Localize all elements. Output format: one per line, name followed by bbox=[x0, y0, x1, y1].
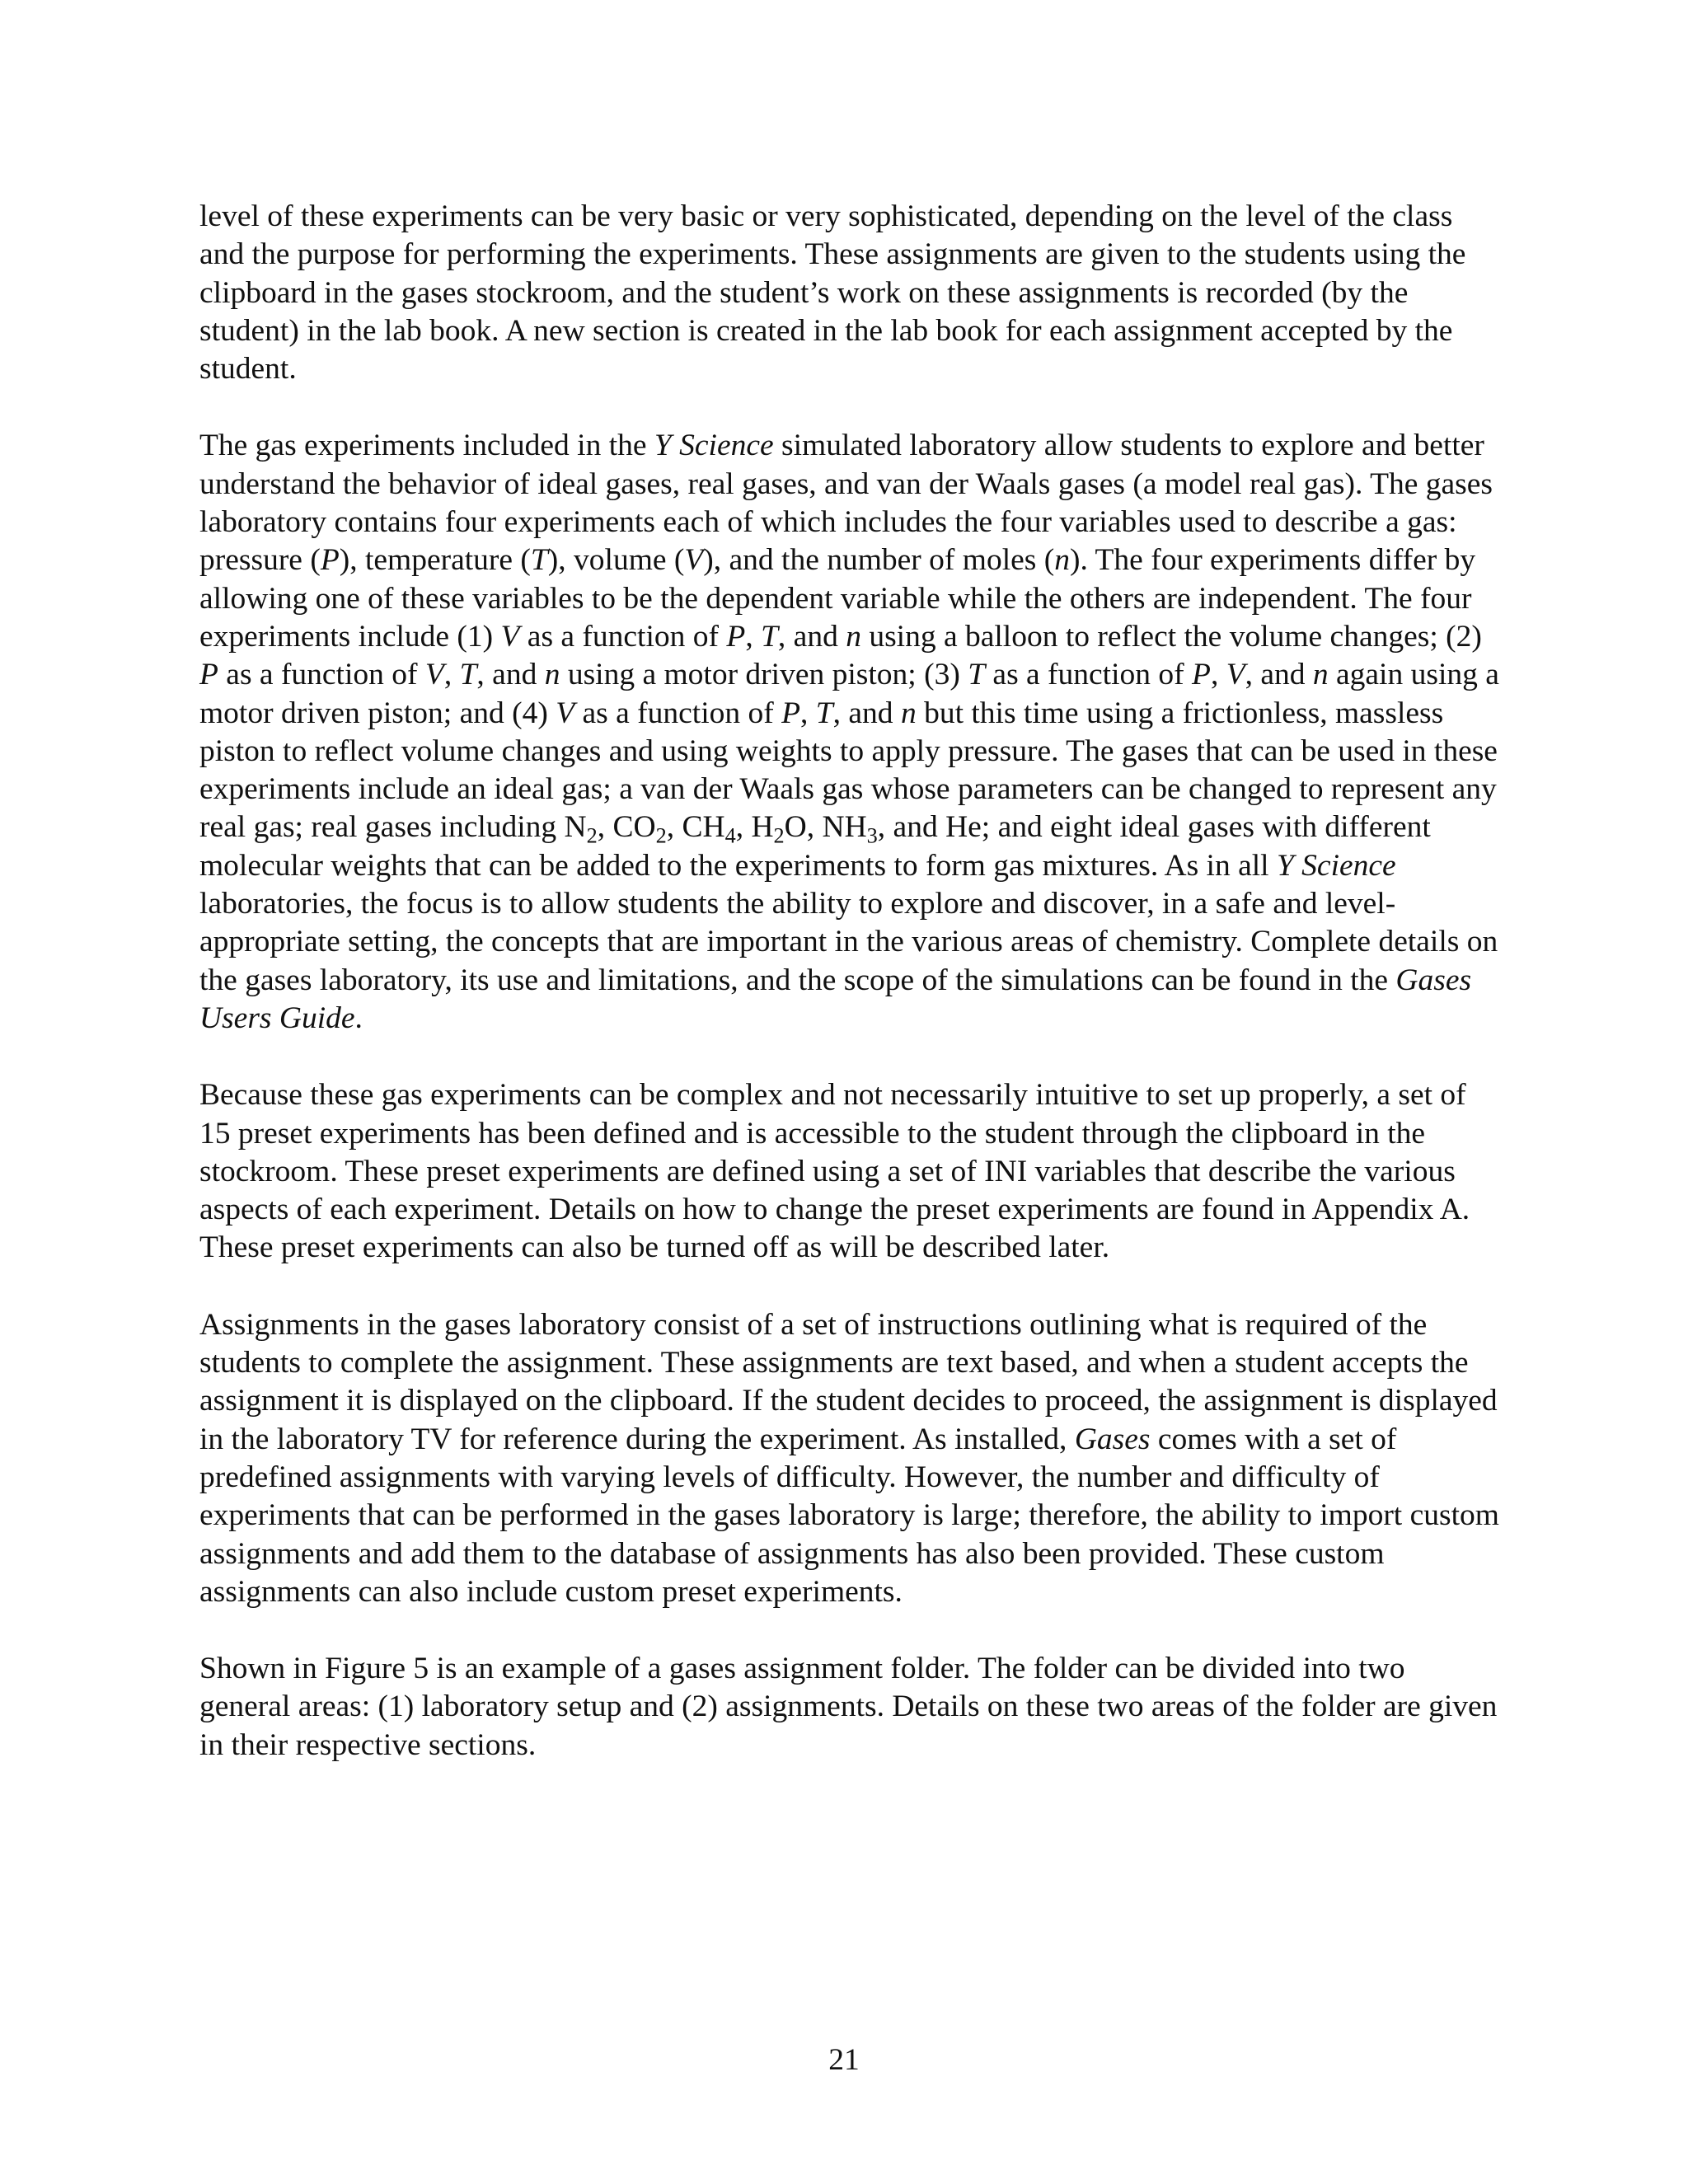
text-run: , bbox=[443, 658, 460, 692]
text-run: Shown in Figure 5 is an example of a gases assignment folder. The folder can be divided into two general areas: (1) laboratory setup and (2) assignments. Details on these two areas of the folder are given in their respective sections. bbox=[199, 1652, 1498, 1762]
italic-text: P bbox=[320, 543, 340, 578]
italic-text: n bbox=[1054, 543, 1070, 578]
text-run: as a function of bbox=[985, 658, 1193, 692]
text-run: , CO bbox=[597, 810, 656, 845]
italic-text: T bbox=[968, 658, 986, 692]
text-run: simulated laboratory allow students to explore and better understand the behavior of ideal gases, real gases, and van der Waals gases (a model real gas). The gases laboratory contains four experiments each of which includes the four variables used to describe a gas: pressure ( bbox=[199, 429, 1493, 578]
italic-text: P bbox=[199, 658, 218, 692]
text-run: using a balloon to reflect the volume changes; (2) bbox=[860, 619, 1482, 654]
subscript: 2 bbox=[655, 823, 667, 848]
italic-text: T bbox=[459, 658, 477, 692]
subscript: 3 bbox=[866, 823, 878, 848]
italic-text: V bbox=[1226, 658, 1245, 692]
paragraph-5 bbox=[199, 1650, 1502, 1765]
text-run: ). The four experiments differ by allowing one of these variables to be the dependent variable while the others are independent. The four experiments include (1) bbox=[199, 543, 1476, 654]
italic-text: V bbox=[424, 658, 444, 692]
text-run: as a function of bbox=[218, 658, 425, 692]
text-run: , bbox=[1210, 658, 1226, 692]
text-run: , and bbox=[476, 658, 545, 692]
subscript: 2 bbox=[773, 823, 785, 848]
text-run: , bbox=[745, 619, 762, 654]
text-run: , and bbox=[832, 696, 901, 730]
italic-text: T bbox=[761, 619, 778, 654]
italic-text: T bbox=[530, 543, 548, 578]
italic-text: Gases Users Guide bbox=[199, 963, 1472, 1035]
text-run: , and He; and eight ideal gases with different molecular weights that can be added to the experiments to form gas mixtures. As in all bbox=[199, 810, 1431, 883]
italic-text: T bbox=[815, 696, 833, 730]
italic-text: V bbox=[684, 543, 704, 578]
italic-text: P bbox=[726, 619, 746, 654]
text-run: , CH bbox=[666, 810, 725, 845]
paragraph-3 bbox=[199, 1076, 1502, 1267]
paragraph-4 bbox=[199, 1306, 1502, 1611]
text-run: laboratories, the focus is to allow students the ability to explore and discover, in a safe and level-appropriate setting, the concepts that are important in the various areas of chemistry. Complete details on the gases laboratory, its use and limitations, and the scope of the simulations can be found in the bbox=[199, 887, 1498, 997]
italic-text: Gases bbox=[1074, 1422, 1151, 1456]
text-run: ), volume ( bbox=[547, 543, 685, 578]
text-run: again using a motor driven piston; and (4) bbox=[199, 658, 1499, 730]
text-run: but this time using a frictionless, massless piston to reflect volume changes and using weights to apply pressure. The gases that can be used in these experiments include an ideal gas; a van der Waals gas whose parameters can be changed to represent any real gas; real gases including N bbox=[199, 696, 1498, 845]
italic-text: n bbox=[544, 658, 560, 692]
text-run: The gas experiments included in the bbox=[199, 429, 654, 463]
text-run: as a function of bbox=[574, 696, 782, 730]
italic-text: n bbox=[900, 696, 917, 730]
italic-text: n bbox=[1312, 658, 1329, 692]
text-run: , and bbox=[1245, 658, 1313, 692]
subscript: 2 bbox=[586, 823, 598, 848]
italic-text: V bbox=[500, 619, 520, 654]
paragraph-2 bbox=[199, 427, 1502, 1038]
italic-text: P bbox=[1192, 658, 1211, 692]
text-run: ), temperature ( bbox=[339, 543, 531, 578]
page-body bbox=[199, 198, 1502, 1803]
italic-text: Y Science bbox=[654, 429, 774, 463]
italic-text: n bbox=[846, 619, 861, 654]
italic-text: P bbox=[781, 696, 801, 730]
text-run: , and bbox=[777, 619, 846, 654]
subscript: 4 bbox=[724, 823, 736, 848]
italic-text: Y Science bbox=[1276, 848, 1396, 883]
text-run: . bbox=[354, 1001, 363, 1035]
italic-text: V bbox=[556, 696, 575, 730]
page-number: 21 bbox=[828, 2043, 860, 2077]
text-run: Assignments in the gases laboratory consist of a set of instructions outlining what is required of the students to complete the assignment. These assignments are text based, and when a student accepts the assignment it is displayed on the clipboard. If the student decides to proceed, the assignment is displayed in the laboratory TV for reference during the experiment. As installed, bbox=[199, 1307, 1498, 1456]
text-run: ), and the number of moles ( bbox=[703, 543, 1055, 578]
text-run: level of these experiments can be very basic or very sophisticated, depending on the level of the class and the purpose for performing the experiments. These assignments are given to the students using the clipboard in the gases stockroom, and the student’s work on these assignments is recorded (by the student) in the lab book. A new section is created in the lab book for each assignment accepted by the student. bbox=[199, 199, 1466, 387]
text-run: comes with a set of predefined assignments with varying levels of difficulty. However, the number and difficulty of experiments that can be performed in the gases laboratory is large; therefore, the ability to import custom assignments and add them to the database of assignments has also been provided. These custom assignments can also include custom preset experiments. bbox=[199, 1422, 1499, 1609]
text-run: using a motor driven piston; (3) bbox=[560, 658, 968, 692]
text-run: O, NH bbox=[784, 810, 867, 845]
paragraph-1 bbox=[199, 198, 1502, 388]
text-run: , H bbox=[735, 810, 774, 845]
text-run: as a function of bbox=[519, 619, 727, 654]
text-run: , bbox=[800, 696, 816, 730]
text-run: Because these gas experiments can be complex and not necessarily intuitive to set up properly, a set of 15 preset experiments has been defined and is accessible to the student through the clipboard in the stockroom. These preset experiments are defined using a set of INI variables that describe the various aspects of each experiment. Details on how to change the preset experiments are found in Appendix A. These preset experiments can also be turned off as will be described later. bbox=[199, 1078, 1470, 1265]
